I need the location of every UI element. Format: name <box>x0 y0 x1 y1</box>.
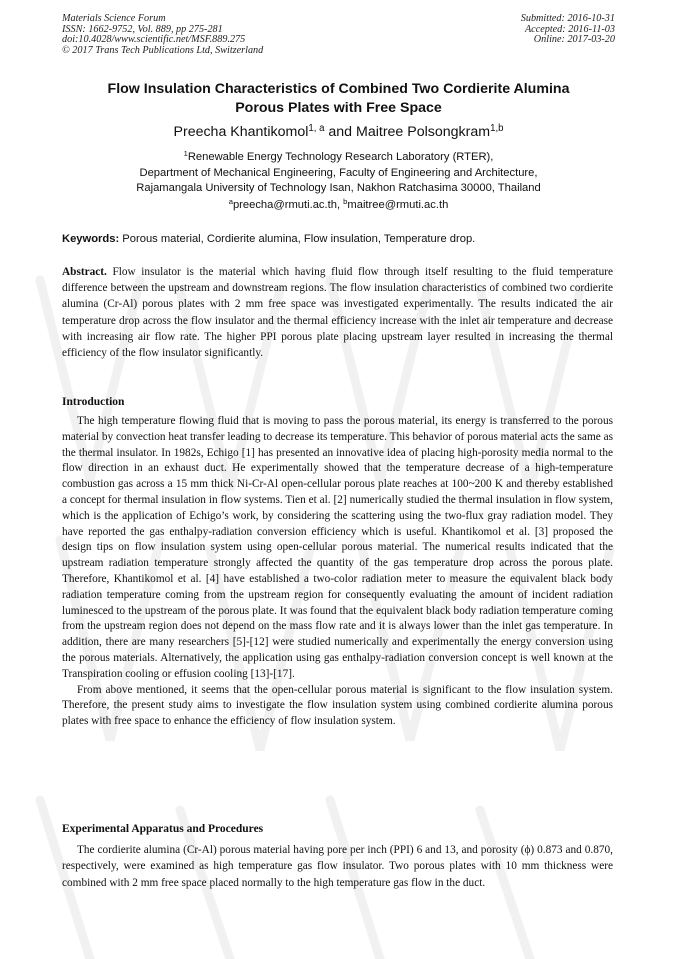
email-b-mark: b <box>343 197 348 207</box>
online-date: Online: 2017-03-20 <box>533 34 615 46</box>
title-line-2: Porous Plates with Free Space <box>235 100 442 116</box>
author-1-affil-mark: 1, a <box>308 123 325 135</box>
accepted-date: Accepted: 2016-11-03 <box>524 23 615 35</box>
keywords <box>62 232 615 246</box>
affiliation-line-3: Rajamangala University of Technology Isan, Nakhon Ratchasima 30000, Thailand <box>136 182 541 194</box>
keywords-label: Keywords: <box>62 233 120 245</box>
email-a-mark: a <box>228 197 233 207</box>
author-list <box>62 123 615 141</box>
introduction-paragraph: From above mentioned, it seems that the open-cellular porous material is significant to the flow insulation system. Therefore, the present study aims to investigate the flow insulation system using combined cordierite alumina porous plates with free space to enhance the efficiency of flow insulation system. <box>62 683 613 728</box>
introduction-body <box>62 414 613 730</box>
email-a: preecha@rmuti.ac.th, <box>232 199 344 211</box>
title-line-1: Flow Insulation Characteristics of Combined Two Cordierite Alumina <box>107 81 570 97</box>
affiliation-mark: 1 <box>183 149 188 159</box>
affiliation-line-1: Renewable Energy Technology Research Laboratory (RTER), <box>187 151 494 163</box>
email-b: maitree@rmuti.ac.th <box>347 199 449 211</box>
keywords-text: Porous material, Cordierite alumina, Flow insulation, Temperature drop. <box>119 233 476 245</box>
email-line <box>62 198 615 213</box>
journal-header-left <box>62 14 263 56</box>
author-2: Maitree Polsongkram <box>356 124 491 140</box>
journal-doi: doi:10.4028/www.scientific.net/MSF.889.275 <box>62 34 246 46</box>
experimental-body <box>62 842 613 891</box>
affiliation-block <box>62 150 615 197</box>
paper-title <box>62 80 615 118</box>
journal-copyright: © 2017 Trans Tech Publications Ltd, Switzerland <box>62 44 264 56</box>
abstract <box>62 264 613 361</box>
journal-issn: ISSN: 1662-9752, Vol. 889, pp 275-281 <box>62 23 223 35</box>
introduction-paragraph: The high temperature flowing fluid that is moving to pass the porous material, its energy is transferred to the porous material by convection heat transfer leading to decrease its temperature. This behavior of porous material acts the same as the thermal insulator. In 1982s, Echigo [1] has presented an innovative idea of placing high-porosity media normal to the flow direction in an exhaust duct. He experimentally showed that the temperature decrease of a high-temperature combustion gas across a 15 mm thick Ni-Cr-Al open-cellular porous plate reaches at 100~200 K and thereby established a concept for thermal insulation in flow systems. Tien et al. [2] numerically studied the thermal insulation in flow system, which is the application of Echigo’s work, by considering the scattering using the two-flux gray radiation model. They have reported the gas enthalpy-radiation conversion efficiency which is useful. Khantikomol et al. [3] proposed the design tips on flow insulation system using open-cellular porous material. The numerical results indicated that the upstream radiation temperature strongly affected the quantity of the gas temperature drop across the porous plate. Therefore, Khantikomol et al. [4] have established a two-color radiation meter to measure the equivalent black body radiation temperature coming from the upstream region for consequently evaluating the amount of incident radiation luminesced to the upstream of the porous plate. It was found that the equivalent black body radiation temperature coming from the upstream region does not depend on the mass flow rate and it is always lower than the inlet gas temperature. In addition, there are many researchers [5]-[12] were studied numerically and experimentally the energy conversion using the porous materials. Alternatively, the application using gas enthalpy-radiation conversion concept is well known at the Transpiration cooling or effusion cooling [13]-[17]. <box>62 415 613 680</box>
submitted-date: Submitted: 2016-10-31 <box>520 13 615 24</box>
section-heading-experimental: Experimental Apparatus and Procedures <box>62 823 264 835</box>
affiliation-line-2: Department of Mechanical Engineering, Faculty of Engineering and Architecture, <box>139 166 538 179</box>
journal-name: Materials Science Forum <box>62 13 166 24</box>
journal-header-right <box>521 14 615 46</box>
author-1: Preecha Khantikomol <box>173 124 309 140</box>
author-conjunction: and <box>324 124 357 140</box>
section-heading-introduction: Introduction <box>62 396 125 408</box>
author-2-affil-mark: 1,b <box>490 123 504 135</box>
abstract-text: Flow insulator is the material which having fluid flow through itself resulting to the fluid temperature difference between the upstream and downstream regions. The flow insulation characteristics of combined two cordierite alumina (Cr-Al) porous plates with 2 mm free space was investigated experimentally. The results indicated the air temperature drop across the flow insulator and the thermal efficiency increase with the inlet air temperature and decrease with increasing air flow rate. The higher PPI porous plate placing upstream layer resulted in increasing the thermal efficiency of the flow insulator significantly. <box>62 266 613 360</box>
experimental-paragraph: The cordierite alumina (Cr-Al) porous material having pore per inch (PPI) 6 and 13, and porosity (ϕ) 0.873 and 0.870, respectively, were examined as high temperature gas flow insulator. Two porous plates with 10 mm thickness were combined with 2 mm free space placed normally to the high temperature gas flow in the duct. <box>62 844 613 889</box>
abstract-label: Abstract. <box>62 266 107 278</box>
